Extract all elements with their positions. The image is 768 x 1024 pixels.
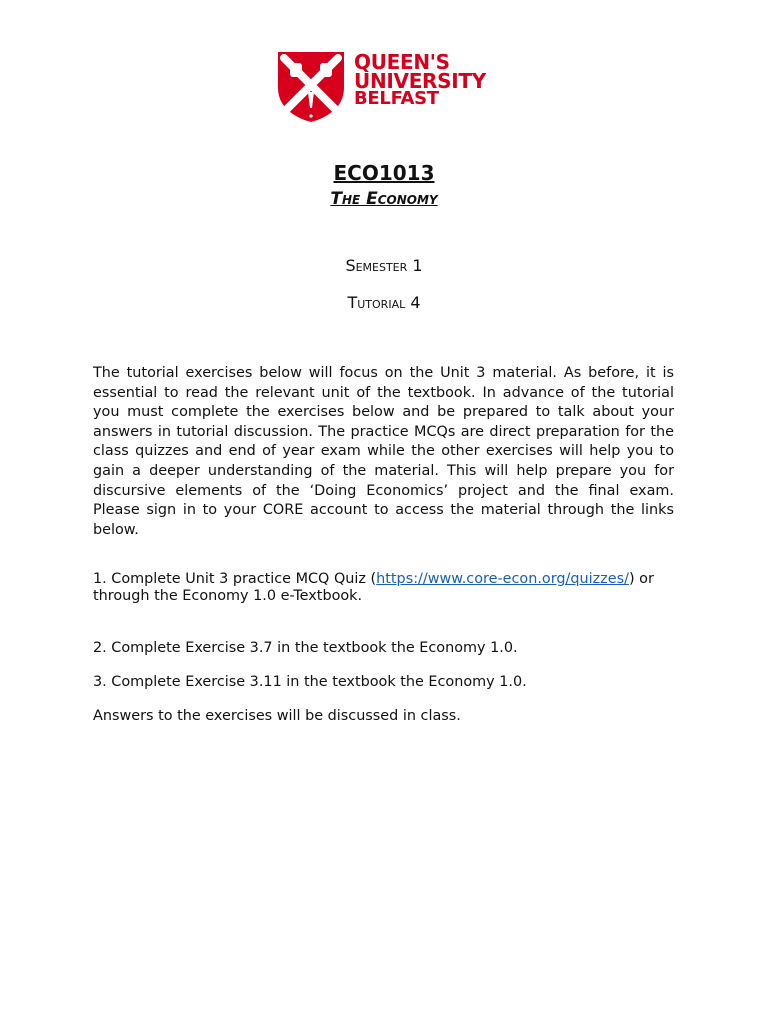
exercise-item-1-prefix: 1. Complete Unit 3 practice MCQ Quiz ( bbox=[93, 571, 377, 587]
logo-line-3: BELFAST bbox=[354, 88, 439, 109]
exercise-item-1-suffix: ) or through the Economy 1.0 e-Textbook. bbox=[93, 571, 654, 604]
intro-paragraph: The tutorial exercises below will focus on the Unit 3 material. As before, it is essential to read the relevant unit of the textbook. In advance of the tutorial you must complete the exercises below and be prepared to talk about your answers in tutorial discussion. The practice MCQs are direct preparation for the class quizzes and end of year exam while the other exercises will help you to gain a deeper understanding of the material. This will help prepare you for discursive elements of the ‘Doing Economics’ project and the final exam. Please sign in to your CORE account to access the material through the links below. bbox=[93, 365, 674, 538]
semester-label: Semester 1 bbox=[345, 256, 423, 275]
logo-line-2: UNIVERSITY bbox=[354, 69, 486, 93]
course-title: The Economy bbox=[330, 189, 438, 209]
exercise-item-2: 2. Complete Exercise 3.7 in the textbook the Economy 1.0. bbox=[93, 640, 518, 656]
exercise-item-1 bbox=[93, 571, 674, 605]
closing-note: Answers to the exercises will be discussed in class. bbox=[93, 708, 461, 724]
tutorial-label: Tutorial 4 bbox=[347, 293, 421, 312]
university-logo bbox=[276, 50, 492, 124]
course-code: ECO1013 bbox=[333, 161, 435, 185]
quiz-link[interactable]: https://www.core-econ.org/quizzes/ bbox=[376, 571, 629, 587]
exercise-item-3: 3. Complete Exercise 3.11 in the textbook the Economy 1.0. bbox=[93, 674, 527, 690]
logo-line-1: QUEEN'S bbox=[354, 50, 450, 74]
university-wordmark bbox=[354, 52, 486, 109]
university-crest-icon bbox=[276, 50, 346, 124]
